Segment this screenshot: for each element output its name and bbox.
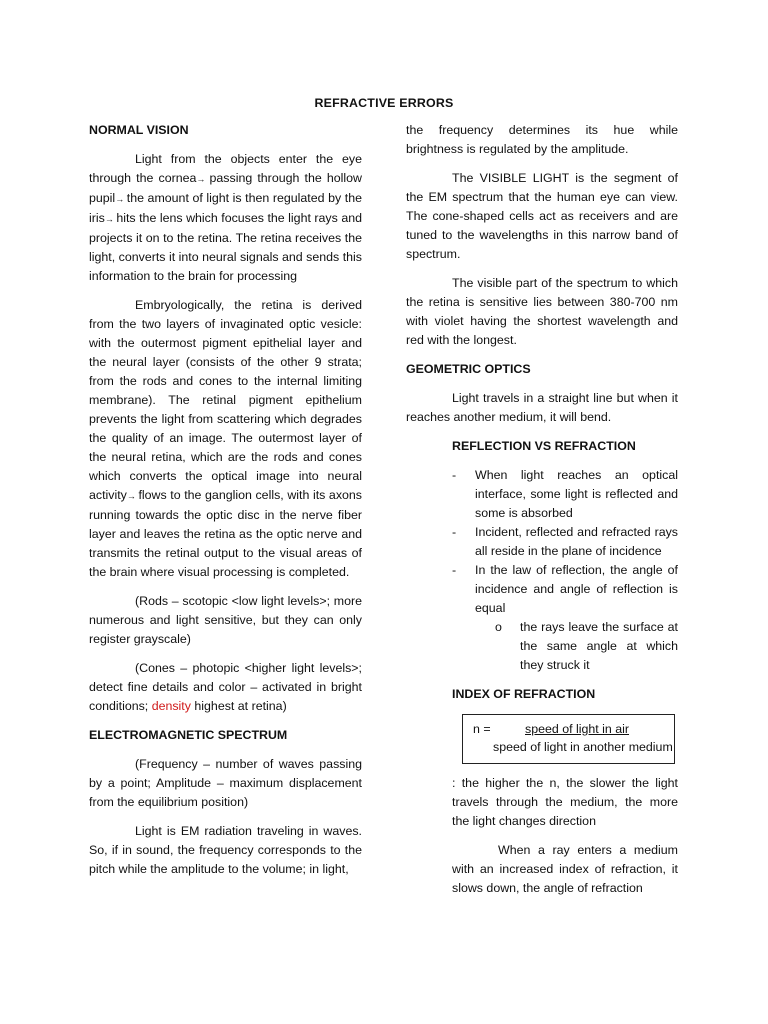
geometric-optics-heading: GEOMETRIC OPTICS: [406, 362, 531, 376]
index-refraction-heading: INDEX OF REFRACTION: [452, 687, 596, 701]
text-run: (Cones – photopic <higher light levels>; detect fine details and color – activated in bright conditions;: [89, 661, 362, 713]
arrow-icon: →: [126, 491, 135, 501]
paragraph-ray-enters: When a ray enters a medium with an increased index of refraction, it slows down, the angle of refraction: [452, 843, 678, 895]
reflection-bullet-list: [406, 466, 678, 675]
density-highlight: density: [151, 699, 191, 713]
dash-bullet-icon: -: [452, 468, 457, 482]
dash-bullet-icon: -: [452, 563, 457, 577]
arrow-icon: →: [115, 194, 124, 204]
paragraph-straight-line: Light travels in a straight line but when it reaches another medium, it will bend.: [406, 391, 678, 424]
list-item: [406, 523, 678, 561]
paragraph-hue: the frequency determines its hue while brightness is regulated by the amplitude.: [406, 123, 678, 156]
arrow-icon: →: [196, 174, 205, 184]
paragraph-rods: (Rods – scotopic <low light levels>; more numerous and light sensitive, but they can only register grayscale): [89, 594, 362, 646]
sub-list-item: [475, 618, 678, 675]
paragraph-higher-n: : the higher the n, the slower the light travels through the medium, the more the light changes direction: [452, 776, 678, 828]
formula-box: [462, 714, 675, 764]
text-run: Embryologically, the retina is derived from the two layers of invaginated optic vesicle: with the outermost pigment epithelial layer and the neural layer (consists of the other 9 strata; from the rods and cones to the internal limiting membrane). The retinal pigment epithelium prevents the light from scattering which degrades the quality of an image. The outermost layer of the neural retina, which are the rods and cones which converts the optical image into neural activity: [89, 298, 362, 502]
formula-numerator: speed of light in air: [525, 722, 630, 736]
text-run: passing through the hollow pupil: [89, 171, 362, 205]
sub-bullet-list: [475, 618, 678, 675]
paragraph-embryology: [89, 296, 362, 582]
right-column: [406, 121, 678, 908]
paragraph-cones: [89, 659, 362, 716]
em-spectrum-heading: ELECTROMAGNETIC SPECTRUM: [89, 728, 288, 742]
left-column: [89, 121, 362, 889]
arrow-icon: →: [104, 214, 113, 224]
list-item-text: In the law of reflection, the angle of incidence and angle of reflection is equal: [475, 563, 678, 615]
formula-n: n =: [473, 722, 491, 736]
formula-denominator: speed of light in another medium: [493, 740, 673, 754]
page-title: REFRACTIVE ERRORS: [314, 96, 454, 110]
text-run: highest at retina): [190, 699, 287, 713]
sub-list-item-text: the rays leave the surface at the same angle at which they struck it: [520, 620, 678, 672]
text-run: flows to the ganglion cells, with its axons running towards the optic disc in the nerve fiber layer and leaves the retina as the optic nerve and transmits the retinal output to the visual areas of the brain where visual processing is completed.: [89, 488, 362, 579]
list-item: [406, 561, 678, 675]
paragraph-frequency: (Frequency – number of waves passing by a point; Amplitude – maximum displacement from the equilibrium position): [89, 757, 362, 809]
circle-bullet-icon: o: [495, 620, 502, 634]
paragraph-em-radiation: Light is EM radiation traveling in waves. So, if in sound, the frequency corresponds to the pitch while the amplitude to the volume; in light,: [89, 824, 362, 876]
paragraph-light-path: [89, 150, 362, 286]
paragraph-visible-range: The visible part of the spectrum to which the retina is sensitive lies between 380-700 nm with violet having the shortest wavelength and red with the longest.: [406, 276, 678, 347]
list-item-text: When light reaches an optical interface, some light is reflected and some is absorbed: [475, 468, 678, 520]
list-item: [406, 466, 678, 523]
text-run: hits the lens which focuses the light rays and projects it on to the retina. The retina receives the light, converts it into neural signals and sends this information to the brain for processing: [89, 211, 362, 283]
text-run: the amount of light is then regulated by the iris: [89, 191, 362, 225]
list-item-text: Incident, reflected and refracted rays all reside in the plane of incidence: [475, 525, 678, 558]
normal-vision-heading: NORMAL VISION: [89, 123, 189, 137]
dash-bullet-icon: -: [452, 525, 457, 539]
reflection-refraction-heading: REFLECTION VS REFRACTION: [452, 439, 636, 453]
paragraph-visible-light: The VISIBLE LIGHT is the segment of the EM spectrum that the human eye can view. The cone-shaped cells act as receivers and are tuned to the wavelengths in this narrow band of spectrum.: [406, 171, 678, 261]
text-run: Light from the objects enter the eye through the cornea: [89, 152, 362, 185]
